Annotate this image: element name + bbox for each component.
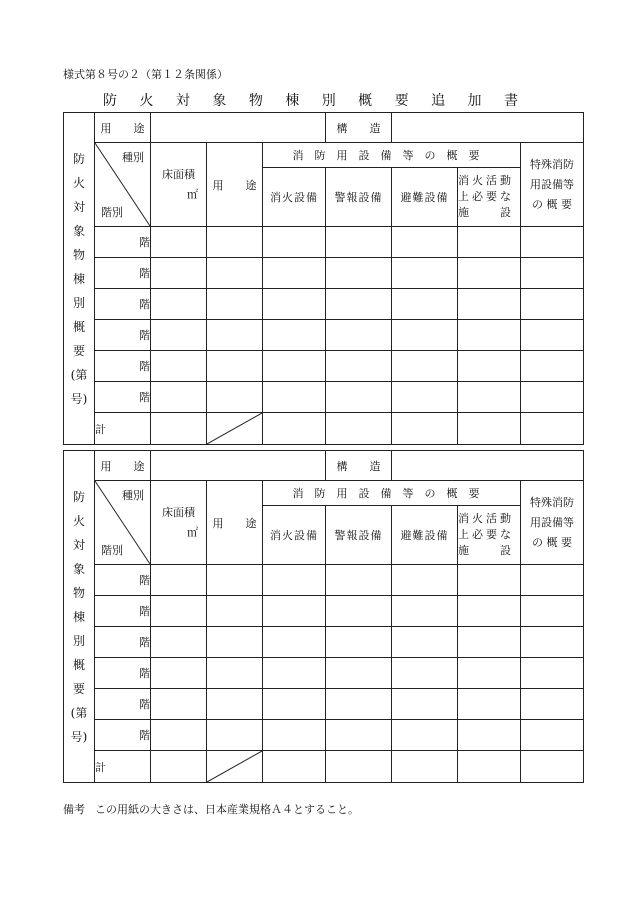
firefighting-facilities-header: 消火活動 上必要な 施 設 [458, 506, 521, 565]
firefighting-facilities-header: 消火活動 上必要な 施 設 [458, 168, 521, 227]
vertical-title: 防 火 対 象 物 棟 別 概 要 (第 号) [64, 113, 95, 445]
special-cell[interactable] [521, 258, 584, 289]
fire-equipment-header: 消防用設備等の概要 [263, 481, 521, 506]
remarks-label: 備考 [63, 803, 85, 816]
structure-value-field[interactable] [392, 451, 584, 481]
total-evacuation-cell[interactable] [392, 413, 458, 445]
floor-area-cell[interactable] [151, 258, 207, 289]
building-summary-table-1 [63, 112, 584, 445]
usage-cell[interactable] [207, 351, 263, 382]
evacuation-equipment-header: 避難設備 [392, 168, 458, 227]
alarm-equipment-header: 警報設備 [326, 168, 392, 227]
floor-label: 階 [95, 382, 151, 413]
total-label: 計 [95, 413, 151, 445]
floor-row [64, 289, 584, 320]
alarm-cell[interactable] [326, 720, 392, 751]
structure-value-field[interactable] [392, 113, 584, 143]
floor-row [64, 382, 584, 413]
alarm-cell[interactable] [326, 289, 392, 320]
alarm-cell[interactable] [326, 382, 392, 413]
evacuation-cell[interactable] [392, 658, 458, 689]
usage-cell[interactable] [207, 689, 263, 720]
extinguishing-cell[interactable] [263, 289, 326, 320]
alarm-equipment-header: 警報設備 [326, 506, 392, 565]
firefighting-cell[interactable] [458, 658, 521, 689]
usage-column-header: 用 途 [207, 143, 263, 227]
extinguishing-cell[interactable] [263, 627, 326, 658]
floor-label: 階 [95, 720, 151, 751]
evacuation-cell[interactable] [392, 227, 458, 258]
alarm-cell[interactable] [326, 689, 392, 720]
special-equipment-header: 特殊消防 用設備等 の 概 要 [521, 143, 584, 227]
alarm-cell[interactable] [326, 565, 392, 596]
alarm-cell[interactable] [326, 658, 392, 689]
floor-area-cell[interactable] [151, 351, 207, 382]
usage-slash-cell [207, 751, 263, 783]
firefighting-cell[interactable] [458, 289, 521, 320]
total-firefighting-cell[interactable] [458, 413, 521, 445]
floor-row [64, 351, 584, 382]
usage-cell[interactable] [207, 720, 263, 751]
total-evacuation-cell[interactable] [392, 751, 458, 783]
total-floor-area-cell[interactable] [151, 413, 207, 445]
floor-area-cell[interactable] [151, 565, 207, 596]
slash-line [207, 413, 262, 444]
usage-column-header: 用 途 [207, 481, 263, 565]
special-cell[interactable] [521, 227, 584, 258]
total-label: 計 [95, 751, 151, 783]
floor-label: 階 [95, 351, 151, 382]
floor-area-header: 床面積 ㎡ [151, 143, 207, 227]
floor-area-cell[interactable] [151, 596, 207, 627]
structure-label: 構 造 [326, 113, 392, 143]
floor-area-cell[interactable] [151, 289, 207, 320]
special-cell[interactable] [521, 596, 584, 627]
remarks-text: この用紙の大きさは、日本産業規格Ａ４とすること。 [95, 803, 359, 816]
alarm-cell[interactable] [326, 227, 392, 258]
floor-label: 階 [95, 689, 151, 720]
extinguishing-cell[interactable] [263, 320, 326, 351]
special-cell[interactable] [521, 565, 584, 596]
floor-row [64, 658, 584, 689]
total-alarm-cell[interactable] [326, 751, 392, 783]
firefighting-cell[interactable] [458, 565, 521, 596]
evacuation-cell[interactable] [392, 689, 458, 720]
total-firefighting-cell[interactable] [458, 751, 521, 783]
total-row [64, 751, 584, 783]
usage-cell[interactable] [207, 320, 263, 351]
floor-area-cell[interactable] [151, 382, 207, 413]
extinguishing-cell[interactable] [263, 258, 326, 289]
evacuation-cell[interactable] [392, 565, 458, 596]
extinguishing-cell[interactable] [263, 227, 326, 258]
floor-label: 階 [95, 289, 151, 320]
floor-row [64, 565, 584, 596]
extinguishing-equipment-header: 消火設備 [263, 168, 326, 227]
usage-cell[interactable] [207, 627, 263, 658]
vertical-title: 防 火 対 象 物 棟 別 概 要 (第 号) [64, 451, 95, 783]
total-extinguishing-cell[interactable] [263, 751, 326, 783]
slash-line [207, 751, 262, 782]
special-cell[interactable] [521, 382, 584, 413]
structure-label: 構 造 [326, 451, 392, 481]
usage-cell[interactable] [207, 565, 263, 596]
usage-label: 用 途 [95, 451, 151, 481]
alarm-cell[interactable] [326, 596, 392, 627]
firefighting-cell[interactable] [458, 689, 521, 720]
extinguishing-cell[interactable] [263, 382, 326, 413]
floor-area-cell[interactable] [151, 627, 207, 658]
total-extinguishing-cell[interactable] [263, 413, 326, 445]
floor-area-cell[interactable] [151, 320, 207, 351]
form-number-label: 様式第８号の２（第１２条関係） [63, 68, 228, 81]
floor-area-header: 床面積 ㎡ [151, 481, 207, 565]
total-special-cell[interactable] [521, 413, 584, 445]
extinguishing-cell[interactable] [263, 720, 326, 751]
firefighting-cell[interactable] [458, 720, 521, 751]
firefighting-cell[interactable] [458, 227, 521, 258]
floor-label: 階 [95, 320, 151, 351]
total-special-cell[interactable] [521, 751, 584, 783]
firefighting-cell[interactable] [458, 596, 521, 627]
evacuation-equipment-header: 避難設備 [392, 506, 458, 565]
usage-cell[interactable] [207, 227, 263, 258]
usage-cell[interactable] [207, 289, 263, 320]
usage-cell[interactable] [207, 258, 263, 289]
floor-label: 階 [95, 565, 151, 596]
firefighting-cell[interactable] [458, 351, 521, 382]
evacuation-cell[interactable] [392, 289, 458, 320]
usage-cell[interactable] [207, 658, 263, 689]
floor-label: 階 [95, 627, 151, 658]
special-cell[interactable] [521, 627, 584, 658]
floor-row [64, 258, 584, 289]
evacuation-cell[interactable] [392, 382, 458, 413]
usage-value-field[interactable] [151, 451, 326, 481]
total-floor-area-cell[interactable] [151, 751, 207, 783]
special-equipment-header: 特殊消防 用設備等 の 概 要 [521, 481, 584, 565]
extinguishing-equipment-header: 消火設備 [263, 506, 326, 565]
special-cell[interactable] [521, 689, 584, 720]
extinguishing-cell[interactable] [263, 658, 326, 689]
type-floor-diagonal-header: 種別 階別 [95, 481, 151, 565]
floor-label: 階 [95, 227, 151, 258]
usage-label: 用 途 [95, 113, 151, 143]
floor-area-cell[interactable] [151, 720, 207, 751]
firefighting-cell[interactable] [458, 627, 521, 658]
extinguishing-cell[interactable] [263, 689, 326, 720]
building-summary-table-2 [63, 450, 584, 783]
alarm-cell[interactable] [326, 627, 392, 658]
special-cell[interactable] [521, 351, 584, 382]
evacuation-cell[interactable] [392, 627, 458, 658]
evacuation-cell[interactable] [392, 320, 458, 351]
floor-label: 階 [95, 596, 151, 627]
floor-label: 階 [95, 258, 151, 289]
usage-slash-cell [207, 413, 263, 445]
floor-row [64, 596, 584, 627]
special-cell[interactable] [521, 720, 584, 751]
evacuation-cell[interactable] [392, 596, 458, 627]
total-row [64, 413, 584, 445]
special-cell[interactable] [521, 320, 584, 351]
floor-row [64, 720, 584, 751]
floor-row [64, 627, 584, 658]
usage-cell[interactable] [207, 382, 263, 413]
alarm-cell[interactable] [326, 351, 392, 382]
firefighting-cell[interactable] [458, 382, 521, 413]
remarks-note [63, 801, 359, 817]
evacuation-cell[interactable] [392, 720, 458, 751]
floor-row [64, 320, 584, 351]
document-title: 防 火 対 象 物 棟 別 概 要 追 加 書 [103, 93, 527, 109]
alarm-cell[interactable] [326, 258, 392, 289]
total-alarm-cell[interactable] [326, 413, 392, 445]
extinguishing-cell[interactable] [263, 596, 326, 627]
firefighting-cell[interactable] [458, 258, 521, 289]
extinguishing-cell[interactable] [263, 565, 326, 596]
floor-row [64, 689, 584, 720]
type-floor-diagonal-header: 種別 階別 [95, 143, 151, 227]
floor-area-cell[interactable] [151, 227, 207, 258]
evacuation-cell[interactable] [392, 351, 458, 382]
floor-row [64, 227, 584, 258]
evacuation-cell[interactable] [392, 258, 458, 289]
fire-equipment-header: 消防用設備等の概要 [263, 143, 521, 168]
usage-cell[interactable] [207, 596, 263, 627]
alarm-cell[interactable] [326, 320, 392, 351]
firefighting-cell[interactable] [458, 320, 521, 351]
special-cell[interactable] [521, 658, 584, 689]
floor-area-cell[interactable] [151, 689, 207, 720]
floor-label: 階 [95, 658, 151, 689]
special-cell[interactable] [521, 289, 584, 320]
usage-value-field[interactable] [151, 113, 326, 143]
extinguishing-cell[interactable] [263, 351, 326, 382]
floor-area-cell[interactable] [151, 658, 207, 689]
